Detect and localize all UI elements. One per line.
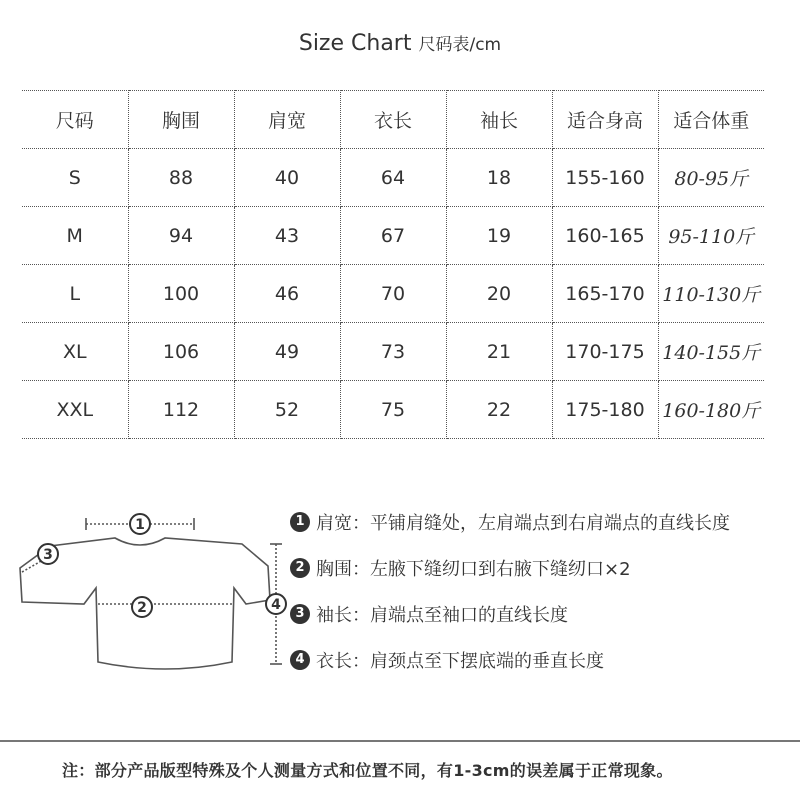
number-4-icon: 4 [290, 650, 310, 670]
marker-1: 1 [135, 517, 145, 533]
cell-shoulder: 46 [234, 265, 340, 323]
header-weight: 适合体重 [658, 91, 764, 149]
cell-length: 73 [340, 323, 446, 381]
table-row [22, 323, 764, 381]
cell-length: 70 [340, 265, 446, 323]
legend-text: 胸围：左腋下缝纫口到右腋下缝纫口×2 [316, 559, 631, 580]
number-2-icon: 2 [290, 558, 310, 578]
size-table [22, 90, 764, 439]
cell-height: 170-175 [552, 323, 658, 381]
marker-3: 3 [43, 547, 53, 563]
legend-text: 肩宽：平铺肩缝处，左肩端点到右肩端点的直线长度 [316, 513, 730, 534]
table-row [22, 381, 764, 439]
marker-2: 2 [137, 600, 147, 616]
header-size: 尺码 [22, 91, 128, 149]
header-chest: 胸围 [128, 91, 234, 149]
table-header-row [22, 91, 764, 149]
cell-height: 165-170 [552, 265, 658, 323]
cell-length: 64 [340, 149, 446, 207]
legend-item [290, 510, 730, 534]
cell-chest: 112 [128, 381, 234, 439]
tshirt-diagram [10, 500, 295, 690]
cell-weight: 80-95斤 [658, 149, 764, 207]
header-shoulder: 肩宽 [234, 91, 340, 149]
cell-size: L [22, 265, 128, 323]
cell-shoulder: 40 [234, 149, 340, 207]
cell-height: 160-165 [552, 207, 658, 265]
marker-4: 4 [271, 597, 281, 613]
divider [0, 740, 800, 742]
cell-chest: 106 [128, 323, 234, 381]
header-height: 适合身高 [552, 91, 658, 149]
cell-shoulder: 52 [234, 381, 340, 439]
cell-weight: 110-130斤 [658, 265, 764, 323]
cell-sleeve: 19 [446, 207, 552, 265]
cell-weight: 95-110斤 [658, 207, 764, 265]
cell-weight: 140-155斤 [658, 323, 764, 381]
legend-item [290, 602, 730, 626]
cell-chest: 88 [128, 149, 234, 207]
measurement-legend [290, 510, 730, 694]
header-sleeve: 袖长 [446, 91, 552, 149]
cell-shoulder: 43 [234, 207, 340, 265]
title-main: Size Chart [298, 31, 412, 56]
cell-sleeve: 18 [446, 149, 552, 207]
cell-chest: 94 [128, 207, 234, 265]
footnote: 注：部分产品版型特殊及个人测量方式和位置不同，有1-3cm的误差属于正常现象。 [62, 761, 673, 780]
cell-size: M [22, 207, 128, 265]
table-row [22, 265, 764, 323]
header-length: 衣长 [340, 91, 446, 149]
legend-item [290, 648, 730, 672]
cell-size: XXL [22, 381, 128, 439]
cell-sleeve: 22 [446, 381, 552, 439]
legend-text: 袖长：肩端点至袖口的直线长度 [316, 605, 568, 626]
cell-sleeve: 20 [446, 265, 552, 323]
cell-chest: 100 [128, 265, 234, 323]
cell-size: XL [22, 323, 128, 381]
title-sub: 尺码表/cm [418, 35, 502, 55]
cell-size: S [22, 149, 128, 207]
cell-height: 155-160 [552, 149, 658, 207]
cell-height: 175-180 [552, 381, 658, 439]
page-title [0, 30, 800, 56]
cell-length: 75 [340, 381, 446, 439]
number-1-icon: 1 [290, 512, 310, 532]
cell-length: 67 [340, 207, 446, 265]
cell-weight: 160-180斤 [658, 381, 764, 439]
number-3-icon: 3 [290, 604, 310, 624]
cell-sleeve: 21 [446, 323, 552, 381]
cell-shoulder: 49 [234, 323, 340, 381]
legend-text: 衣长：肩颈点至下摆底端的垂直长度 [316, 651, 604, 672]
table-row [22, 149, 764, 207]
table-row [22, 207, 764, 265]
legend-item [290, 556, 730, 580]
